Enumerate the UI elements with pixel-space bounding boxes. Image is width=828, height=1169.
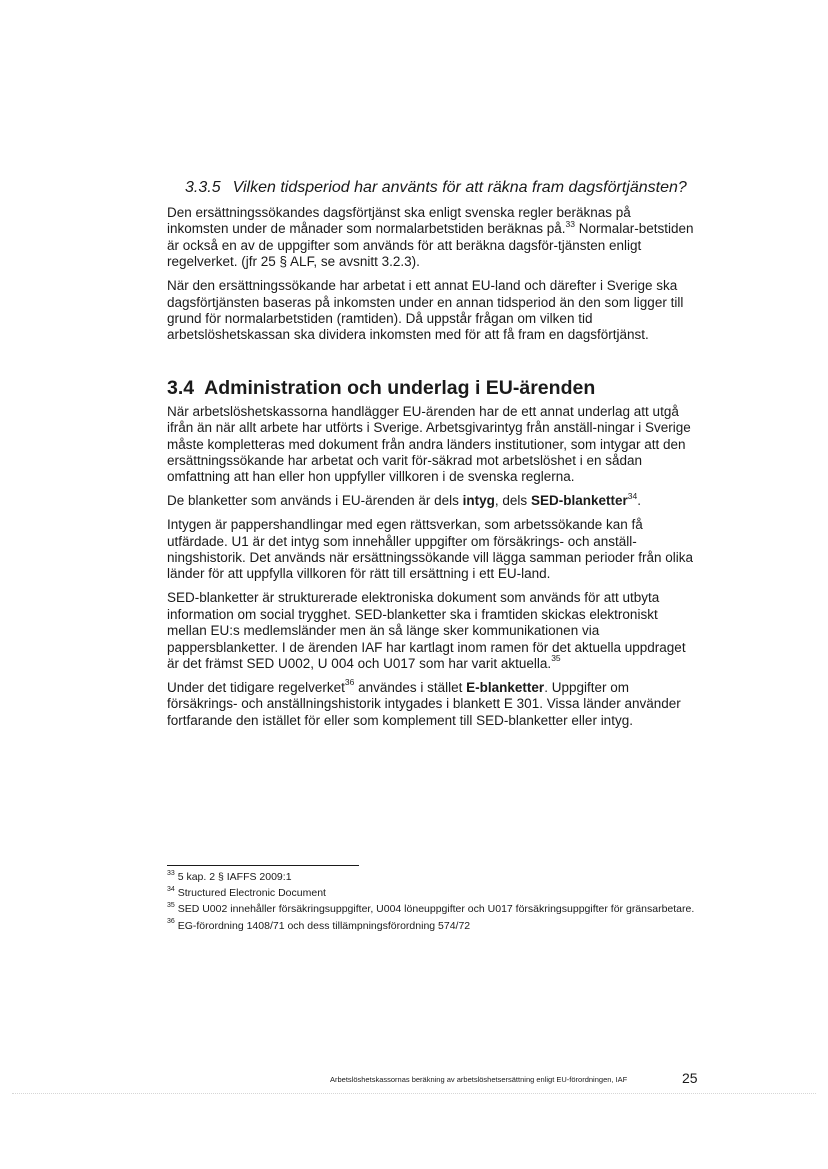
footnote-ref-34[interactable]: 34 (627, 490, 638, 501)
subsection-title: Vilken tidsperiod har använts för att räkna fram dagsförtjänsten? (232, 179, 687, 196)
paragraph-annat-eu-land: När den ersättningssökande har arbetat i ett annat EU-land och därefter i Sverige ska dagsförtjänsten baseras på inkomsten under en annan tidsperiod än den som ligger till grund för normalarbetstiden (ramtiden). Då uppstår frågan om vilken tid arbetslöshetskassan ska dividera inkomsten med för att få fram en dagsförtjänst. (167, 278, 684, 343)
section-heading (167, 376, 695, 400)
footnote-text: SED U002 innehåller försäkringsuppgifter, U004 löneuppgifter och U017 försäkringsuppgifter för gränsarbetare. (174, 903, 695, 916)
footnote-35 (167, 903, 707, 916)
paragraph-sed-blanketter (167, 590, 695, 672)
subsection-heading (185, 178, 695, 198)
paragraph-text: användes i stället (354, 679, 467, 695)
footnote-33 (167, 871, 707, 884)
section-number: 3.4 (167, 376, 195, 399)
footnote-ref-36[interactable]: 36 (344, 677, 355, 688)
section-title: Administration och underlag i EU-ärenden (204, 376, 596, 399)
bold-term-e-blanketter: E-blanketter (466, 679, 545, 695)
main-content (167, 178, 695, 737)
footnote-text: Structured Electronic Document (174, 887, 326, 900)
paragraph-blanketter (167, 490, 695, 509)
bold-term-intyg: intyg (462, 493, 495, 509)
footnotes (167, 865, 707, 936)
footnote-ref-33[interactable]: 33 (565, 218, 575, 229)
footnote-text: EG-förordning 1408/71 och dess tillämpningsförordning 574/72 (174, 919, 471, 932)
page-number: 25 (682, 1070, 698, 1086)
page-bottom-divider (12, 1093, 816, 1094)
paragraph-underlag: När arbetslöshetskassorna handlägger EU-ärenden har de ett annat underlag att utgå ifrån än när allt arbete har utförts i Sverige. Arbetsgivarintyg från anställ-ningar i Sverige måste kompletteras med dokument från andra länders institutioner, som intygar att den ersättningssökande har arbetat och varit för-säkrad mot arbetslöshet i en sådan omfattning att han eller hon uppfyller villkoren i de svenska reglerna. (167, 403, 691, 485)
paragraph-text: . Uppgifter om försäkrings- och anställningshistorik intygades i blankett E 301. Vissa länder använder fortfarande den istället för eller som komplement till SED-blanketter eller intyg. (167, 679, 681, 728)
paragraph-text: SED-blanketter är strukturerade elektroniska dokument som används för att utbyta information om social trygghet. SED-blanketter ska i framtiden skickas elektroniskt mellan EU:s medlemsländer men än så länge sker kommunikationen via pappersblanketter. I de ärenden IAF har kartlagt inom ramen för det aktuella uppdraget är det främst SED U002, U 004 och U017 som har varit aktuella. (167, 590, 686, 671)
paragraph-text: Under det tidigare regelverket (167, 679, 345, 695)
footnote-34 (167, 887, 707, 900)
footnote-number: 36 (167, 918, 175, 926)
subsection-number: 3.3.5 (185, 179, 221, 196)
footer-text: Arbetslöshetskassornas beräkning av arbetslöshetsersättning enligt EU-förordningen, IAF (330, 1075, 628, 1084)
page-footer (330, 1070, 700, 1090)
footnote-ref-35[interactable]: 35 (551, 653, 561, 664)
footnote-number: 34 (167, 885, 175, 893)
footnote-36 (167, 920, 707, 933)
paragraph-text: , dels (494, 493, 531, 509)
paragraph-dagsfortjanst-regler (167, 205, 695, 271)
footnote-text: 5 kap. 2 § IAFFS 2009:1 (174, 871, 292, 883)
paragraph-intygen: Intygen är pappershandlingar med egen rättsverkan, som arbetssökande kan få utfärdade. U1 är det intyg som innehåller uppgifter om försäkrings- och anställ-ningshistorik. Det används när ersättningssökande vill lägga samman perioder från olika länder för att uppfylla villkoren för rätt till ersättning i ett EU-land. (167, 517, 694, 582)
footnote-number: 33 (167, 869, 175, 877)
footnote-divider (167, 865, 359, 866)
paragraph-text: . (637, 493, 641, 509)
bold-term-sed-blanketter: SED-blanketter (530, 493, 628, 509)
paragraph-e-blanketter (167, 677, 695, 729)
paragraph-text: De blanketter som används i EU-ärenden är dels (167, 493, 463, 509)
paragraph-text: Den ersättningssökandes dagsförtjänst ska enligt svenska regler beräknas på inkomsten under de månader som normalarbetstiden beräknas på. (167, 205, 631, 237)
paragraph-text: Normalar-betstiden är också en av de uppgifter som används för att beräkna dagsför-tjänsten enligt regelverket. (jfr 25 § ALF, se avsnitt 3.2.3). (167, 221, 694, 270)
footnote-number: 35 (167, 901, 175, 909)
